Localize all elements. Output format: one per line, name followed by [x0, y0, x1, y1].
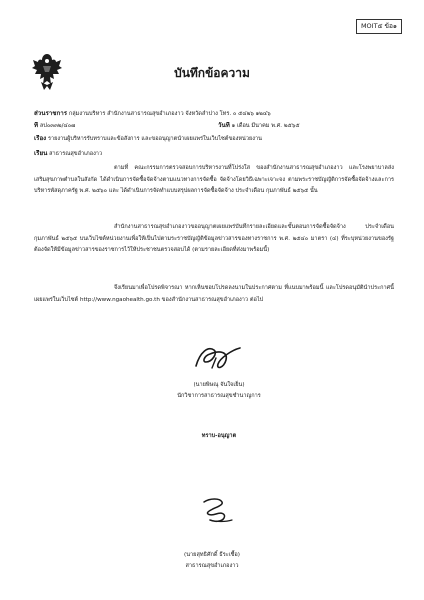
paragraph-text: สำนักงานสาธารณสุขอำเภองาวขออนุญาตเผยแพร่บันทึกรายละเอียดและขั้นตอนการจัดซื้อจัดจ้าง ประจำเดือน กุมภาพันธ์ ๒๕๖๕ บนเว็บไซต์หน่วยงานเพื่อให้เป็นไปตามระราชบัญญัติข้อมูลข่าวสารของทางราชการ พ.ศ. ๒๕๔๐ มาตรา (๔) ที่ระบุหน่วยงานของรัฐต้องจัดให้มีข้อมูลข่าวสารของราชการไว้ให้ประชาชนตรวจสอบได้ (ตามรายละเอียดที่ส่งมาพร้อมนี้)	[34, 224, 394, 253]
agency-value: กลุ่มงานบริหาร สำนักงานสาธารณสุขอำเภองาว จังหวัดลำปาง โทร. ๐ ๕๔๒๖ ๑๒๔๖	[68, 111, 271, 117]
body-paragraph-2	[34, 222, 394, 257]
subject-line	[34, 135, 394, 143]
memo-title: บันทึกข้อความ	[174, 66, 250, 80]
body-paragraph-1	[34, 163, 394, 198]
signature-1-icon	[190, 340, 246, 376]
date-value: ๑ เดือน มีนาคม พ.ศ. ๒๕๖๕	[231, 123, 300, 129]
signer-2-position: สาธารณสุขอำเภองาว	[185, 563, 239, 569]
paragraph-text: ตามที่ คณะกรรมการตรวจสอบการบริหารงานที่โปร่งใส ของสำนักงานสาธารณสุขอำเภองาว และโรงพยาบาลส่งเสริมสุขภาพตำบลในสังกัด ได้ดำเนินการจัดซื้อจัดจ้างตามแนวทางการจัดซื้อ จัดจ้างโดยวิธีเฉพาะเจาะจง ตามพระราชบัญญัติการจัดซื้อจัดจ้างและการบริหารพัสดุภาครัฐ พ.ศ. ๒๕๖๐ และ ได้ดำเนินการจัดทำแบบสรุปผลการจัดซื้อจัดจ้าง ประจำเดือน กุมภาพันธ์ ๒๕๖๕ นั้น	[34, 165, 394, 194]
date-label: วันที่	[218, 122, 230, 129]
subject-value: รายงานผู้บริหารรับทราบและข้อสั่งการ และขออนุญาตนำเผยแพร่ในเว็บไซต์ของหน่วยงาน	[47, 136, 262, 142]
reference-value: ลป๐๓๓๒/๔๐๗	[39, 123, 76, 129]
recipient-line	[34, 150, 394, 158]
signature-2-icon	[196, 492, 236, 528]
signer-2-name: (นายสุทธิศักดิ์ ธีระเชื้อ)	[184, 552, 240, 558]
agency-label: ส่วนราชการ	[34, 110, 68, 117]
reference-label: ที่	[34, 122, 39, 129]
paragraph-text: จึงเรียนมาเพื่อโปรดพิจารณา หากเห็นชอบโปรดลงนามในประกาศตาม ที่แนบมาพร้อมนี้ และโปรดอนุมัตินำประกาศนี้เผยแพร่ในเว็บไซต์ http://www.ngaohealth.go.th ของสำนักงานสาธารณสุขอำเภองาว ต่อไป	[34, 285, 394, 303]
document-code-box: MOIT๕ ข้อ๑	[356, 19, 402, 34]
signer-1-name: (นายพิษณุ จันใจเย็น)	[193, 382, 245, 388]
body-paragraph-3	[34, 283, 394, 306]
reference-date-line	[34, 122, 394, 130]
date-group	[218, 122, 300, 130]
approval-label: ทราบ-อนุญาต	[201, 433, 237, 439]
recipient-value: สาธารณสุขอำเภองาว	[49, 151, 103, 157]
recipient-label: เรียน	[34, 150, 48, 157]
agency-line	[34, 110, 394, 118]
subject-label: เรื่อง	[34, 135, 47, 142]
signer-1-position: นักวิชาการสาธารณสุขชำนาญการ	[177, 393, 261, 399]
